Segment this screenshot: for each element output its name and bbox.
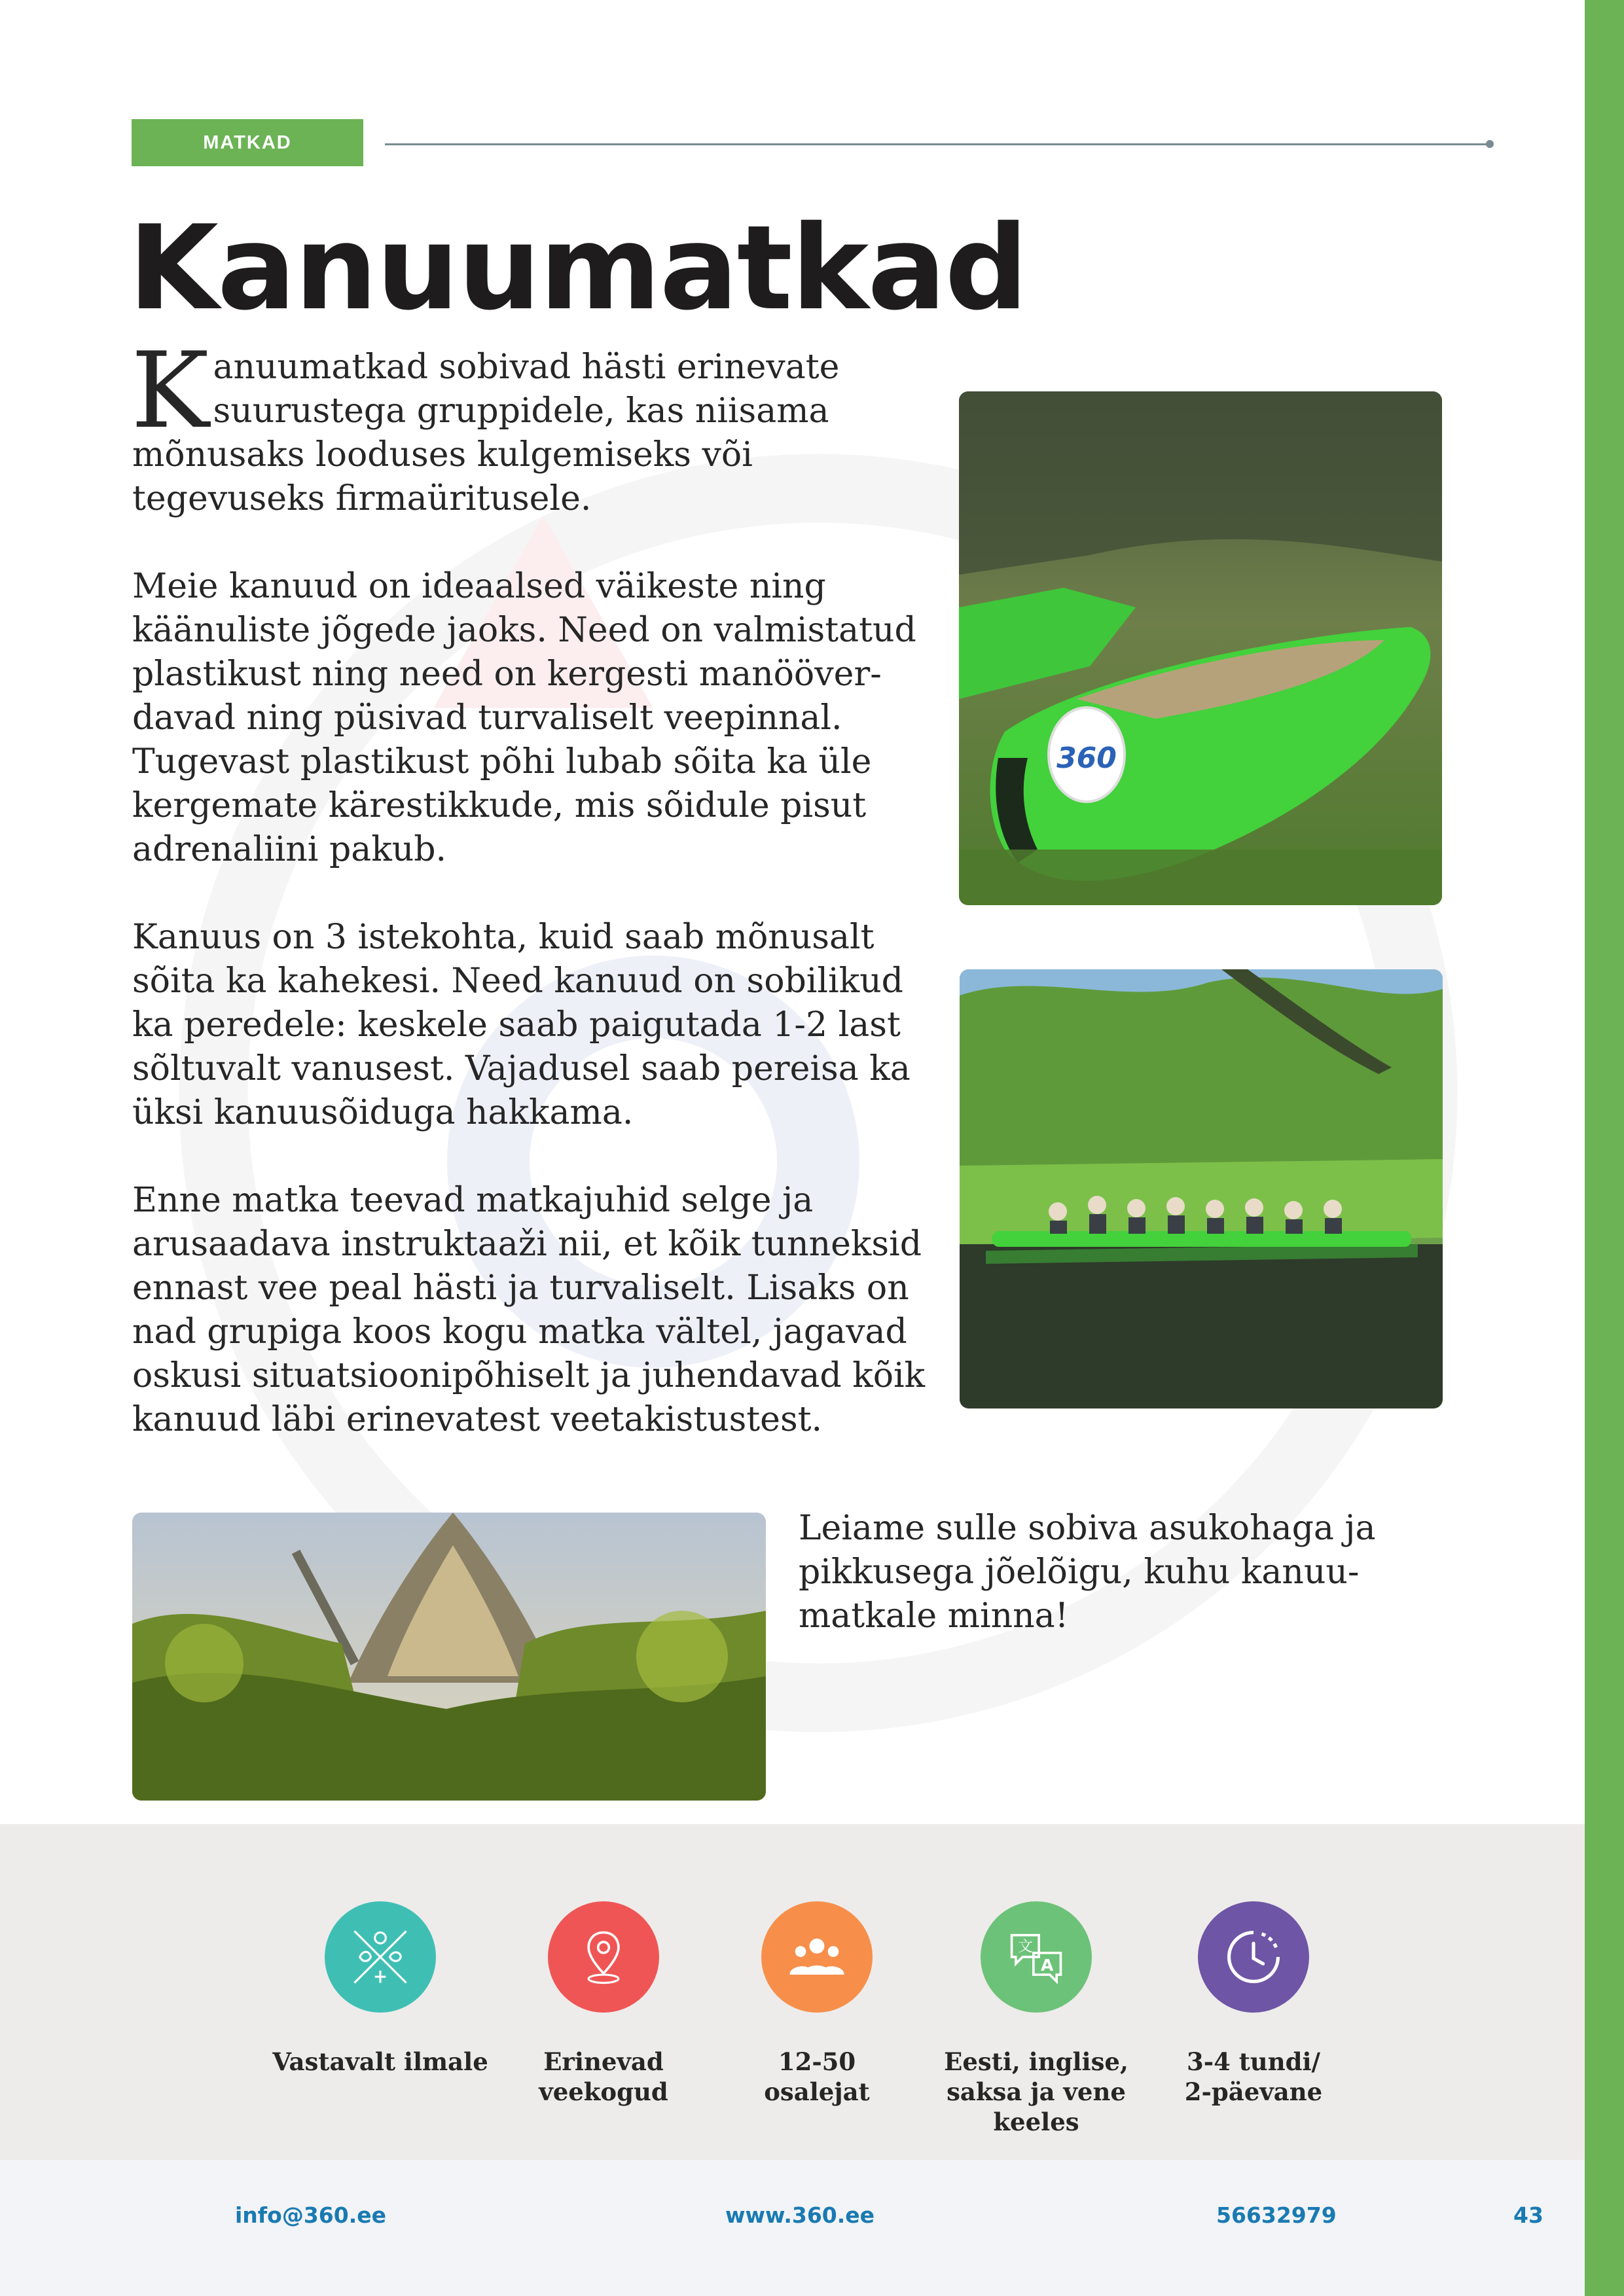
header-rule [385, 143, 1491, 145]
canoe-360-badge: 360 [1056, 742, 1117, 775]
side-accent-stripe [1585, 0, 1624, 2296]
feature-weather-badge [325, 1901, 436, 2013]
photo-group-on-river [960, 969, 1443, 1408]
footer-email-link[interactable]: info@360.ee [235, 2202, 387, 2228]
page-footer [0, 2160, 1585, 2296]
paragraph-intro-text: anuumatkad sobivad hästi erinevate suurustega gruppidele, kas niisama mõnusaks looduses kulgemiseks või tegevuseks firmaüritusele. [132, 348, 840, 518]
page-title: Kanuumatkad [128, 200, 1027, 336]
feature-duration [1142, 1901, 1365, 2107]
paragraph-guides: Enne matka teevad matkajuhid selge ja arusaadava instruktaaži nii, et kõik tunneksid ennast vee peal hästi ja turvaliselt. Lisaks on nad grupiga koos kogu matka vältel, jagavad oskusi situatsioonipõhiselt ja juhendavad kõik kanuud läbi erinevatest veetakistustest. [132, 1181, 926, 1439]
feature-participants [706, 1901, 928, 2107]
location-pin-icon [569, 1923, 638, 1991]
call-to-action: Leiame sulle sobiva asukohaga ja pikkusega jõelõigu, kuhu kanuumatkale minna! [799, 1509, 1376, 1636]
drop-cap: K [131, 329, 209, 452]
footer-phone[interactable]: 56632979 [1216, 2202, 1337, 2228]
feature-weather [269, 1901, 492, 2077]
feature-water-badge [548, 1901, 659, 2013]
feature-weather-label: Vastavalt ilmale [272, 2047, 488, 2076]
feature-languages-badge [981, 1901, 1092, 2013]
category-tag: MATKAD [132, 119, 363, 166]
weather-seasons-icon [346, 1923, 414, 1991]
feature-duration-label: 3-4 tundi/ 2-päevane [1184, 2047, 1323, 2106]
feature-duration-badge [1198, 1901, 1309, 2013]
page-number: 43 [1513, 2202, 1543, 2228]
group-people-icon [783, 1923, 851, 1991]
photo-canoe-bow [132, 1513, 766, 1801]
paragraph-intro [131, 329, 950, 521]
footer-website-link[interactable]: www.360.ee [725, 2202, 875, 2228]
paragraph-seats: Kanuus on 3 istekohta, kuid saab mõnusalt sõita ka kahekesi. Need kanuud on sobilikud ka peredele: keskele saab paigutada 1-2 last sõltuvalt vanusest. Vajadusel saab pereisa ka üksi kanuusõiduga hakkama. [132, 918, 911, 1132]
clock-icon [1219, 1923, 1288, 1991]
header-rule-dot [1486, 140, 1494, 148]
feature-water-bodies [492, 1901, 715, 2107]
feature-participants-label: 12-50 osalejat [764, 2047, 870, 2106]
feature-languages-label: Eesti, inglise, saksa ja vene keeles [944, 2047, 1128, 2136]
translate-icon [1002, 1923, 1070, 1991]
article-body [131, 329, 950, 1486]
feature-languages [925, 1901, 1147, 2137]
svg-text:文: 文 [1017, 1938, 1033, 1956]
feature-water-label: Erinevad veekogud [539, 2047, 668, 2106]
svg-text:A: A [1040, 1955, 1054, 1975]
paragraph-canoes: Meie kanuud on ideaalsed väikeste ning käänuliste jõgede jaoks. Need on valmistatud plastikust ning need on kergesti manööverdavad ning püsivad turvaliselt veepinnal. Tugevast plastikust põhi lubab sõita ka üle kergemate kärestikkude, mis sõidule pisut adrenaliini pakub. [132, 567, 916, 869]
photo-canoes-on-grass [959, 391, 1442, 905]
feature-participants-badge [761, 1901, 873, 2013]
